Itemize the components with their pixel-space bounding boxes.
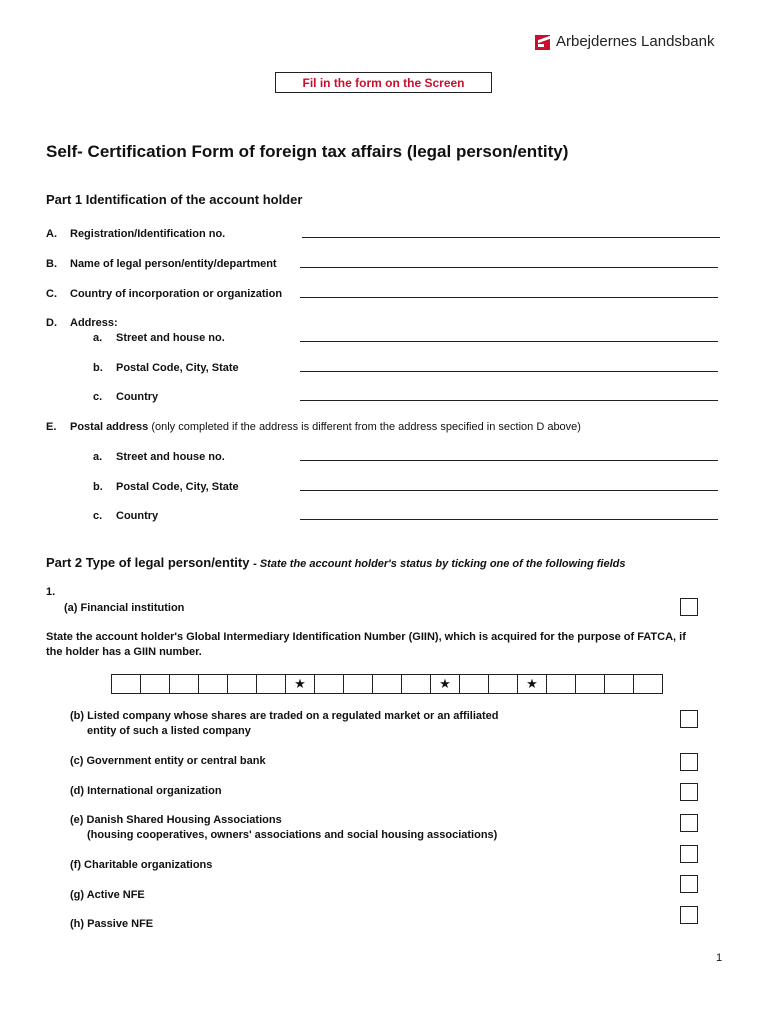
field-c-label: Country of incorporation or organization — [70, 288, 283, 300]
field-c-letter: C. — [46, 288, 57, 300]
bank-name: Arbejdernes Landsbank — [556, 33, 715, 50]
option-h-label: (h) Passive NFE — [70, 918, 154, 930]
page-number: 1 — [716, 952, 723, 964]
postal-country-input[interactable] — [300, 519, 718, 520]
bank-logo-icon — [535, 35, 550, 50]
option-f-label: (f) Charitable organizations — [70, 859, 213, 871]
option-b-label-1: (b) Listed company whose shares are traded on a regulated market or an affiliated — [70, 710, 499, 722]
address-a-label: Street and house no. — [116, 332, 225, 344]
option-e-label-2: (housing cooperatives, owners' associations and social housing associations) — [87, 829, 498, 841]
address-b-letter: b. — [93, 362, 103, 374]
postal-a-letter: a. — [93, 451, 103, 463]
giin-cell[interactable] — [575, 674, 605, 694]
address-c-letter: c. — [93, 391, 103, 403]
entity-name-input[interactable] — [300, 267, 718, 268]
giin-cell[interactable] — [111, 674, 141, 694]
field-d-label: Address: — [70, 317, 118, 329]
giin-cell[interactable] — [372, 674, 402, 694]
postal-street-input[interactable] — [300, 460, 718, 461]
giin-separator-star-icon: ★ — [430, 674, 460, 694]
registration-no-input[interactable] — [302, 237, 720, 238]
address-a-letter: a. — [93, 332, 103, 344]
giin-cell[interactable] — [256, 674, 286, 694]
giin-cell[interactable] — [169, 674, 199, 694]
giin-cell[interactable] — [343, 674, 373, 694]
country-incorporation-input[interactable] — [300, 297, 718, 298]
giin-cell[interactable] — [546, 674, 576, 694]
fill-form-button[interactable]: Fil in the form on the Screen — [275, 72, 492, 93]
option-f-checkbox[interactable] — [680, 845, 698, 863]
giin-cell[interactable] — [633, 674, 663, 694]
postal-code-input[interactable] — [300, 490, 718, 491]
option-e-checkbox[interactable] — [680, 814, 698, 832]
postal-b-label: Postal Code, City, State — [116, 481, 239, 493]
option-a-label: (a) Financial institution — [64, 602, 185, 614]
field-a-label: Registration/Identification no. — [70, 228, 226, 240]
postal-address-note: (only completed if the address is different from the address specified in section D above) — [151, 421, 581, 433]
giin-cell[interactable] — [459, 674, 489, 694]
part1-heading: Part 1 Identification of the account holder — [46, 192, 303, 207]
field-a-letter: A. — [46, 228, 57, 240]
giin-cell[interactable] — [140, 674, 170, 694]
giin-cell[interactable] — [198, 674, 228, 694]
option-e-label-1: (e) Danish Shared Housing Associations — [70, 814, 282, 826]
option-h-checkbox[interactable] — [680, 906, 698, 924]
postal-address-heading — [70, 421, 581, 433]
address-country-input[interactable] — [300, 400, 718, 401]
giin-text-1: State the account holder's Global Intermediary Identification Number (GIIN), which is acquired for the purpose of FATCA, if — [46, 631, 686, 643]
address-postal-input[interactable] — [300, 371, 718, 372]
giin-cell[interactable] — [401, 674, 431, 694]
postal-a-label: Street and house no. — [116, 451, 225, 463]
field-b-letter: B. — [46, 258, 57, 270]
giin-input-grid[interactable] — [111, 674, 663, 694]
giin-separator-star-icon: ★ — [517, 674, 547, 694]
field-e-letter: E. — [46, 421, 57, 433]
giin-text-2: the holder has a GIIN number. — [46, 646, 202, 658]
page-title: Self- Certification Form of foreign tax affairs (legal person/entity) — [46, 142, 569, 161]
address-street-input[interactable] — [300, 341, 718, 342]
option-c-label: (c) Government entity or central bank — [70, 755, 266, 767]
option-g-checkbox[interactable] — [680, 875, 698, 893]
address-c-label: Country — [116, 391, 159, 403]
part2-heading — [46, 555, 625, 570]
option-d-label: (d) International organization — [70, 785, 222, 797]
address-b-label: Postal Code, City, State — [116, 362, 239, 374]
option-d-checkbox[interactable] — [680, 783, 698, 801]
field-d-letter: D. — [46, 317, 57, 329]
postal-b-letter: b. — [93, 481, 103, 493]
postal-address-label: Postal address — [70, 421, 149, 433]
giin-cell[interactable] — [227, 674, 257, 694]
giin-cell[interactable] — [488, 674, 518, 694]
postal-c-letter: c. — [93, 510, 103, 522]
giin-cell[interactable] — [314, 674, 344, 694]
option-c-checkbox[interactable] — [680, 753, 698, 771]
option-g-label: (g) Active NFE — [70, 889, 145, 901]
field-b-label: Name of legal person/entity/department — [70, 258, 277, 270]
postal-c-label: Country — [116, 510, 159, 522]
part2-number: 1. — [46, 586, 56, 598]
part2-heading-note: - State the account holder's status by ticking one of the following fields — [253, 558, 626, 570]
option-b-checkbox[interactable] — [680, 710, 698, 728]
part2-heading-label: Part 2 Type of legal person/entity — [46, 555, 250, 570]
giin-separator-star-icon: ★ — [285, 674, 315, 694]
option-b-label-2: entity of such a listed company — [87, 725, 251, 737]
option-a-checkbox[interactable] — [680, 598, 698, 616]
giin-cell[interactable] — [604, 674, 634, 694]
